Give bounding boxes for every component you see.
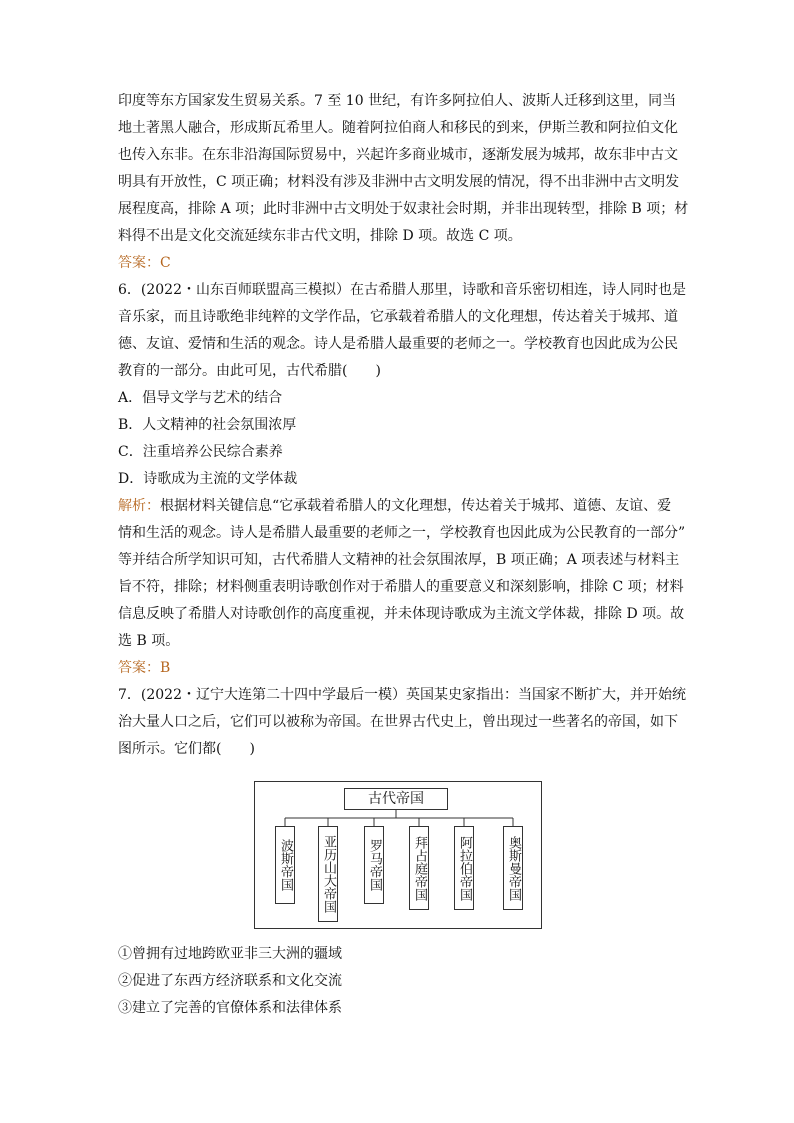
analysis-label: 解析： bbox=[118, 498, 160, 514]
text-line: 等并结合所学知识可知，古代希腊人文精神的社会氛围浓厚，B 项正确；A 项表述与材料主 bbox=[118, 552, 680, 568]
diagram-node-persia: 波斯帝国 bbox=[275, 826, 295, 904]
text-line: 6．(2022・山东百师联盟高三模拟）在古希腊人那里，诗歌和音乐密切相连，诗人同时也是 bbox=[118, 282, 686, 298]
text-line bbox=[118, 493, 678, 520]
statement-1: ①曾拥有过地跨欧亚非三大洲的疆域 bbox=[118, 946, 342, 962]
text-line: 也传入东非。在东非沿海国际贸易中，兴起许多商业城市，逐渐发展为城邦，故东非中古文 bbox=[118, 147, 678, 163]
text-line: 地土著黑人融合，形成斯瓦希里人。随着阿拉伯商人和移民的到来，伊斯兰教和阿拉伯文化 bbox=[118, 120, 678, 136]
diagram-node-rome: 罗马帝国 bbox=[364, 826, 384, 904]
text-line: 展程度高，排除 A 项；此时非洲中古文明处于奴隶社会时期，并非出现转型，排除 B 项；材 bbox=[118, 201, 689, 217]
statement-3: ③建立了完善的官僚体系和法律体系 bbox=[118, 1000, 342, 1016]
text-line: 料得不出是文化交流延续东非古代文明，排除 D 项。故选 C 项。 bbox=[118, 228, 522, 244]
q7-stem bbox=[118, 682, 686, 763]
q5-answer: 答案：C bbox=[118, 255, 171, 271]
statement-2: ②促进了东西方经济联系和文化交流 bbox=[118, 973, 342, 989]
text-line: 旨不符，排除；材料侧重表明诗歌创作对于希腊人的重要意义和深刻影响，排除 C 项；材料 bbox=[118, 579, 684, 595]
q6-option-c: C．注重培养公民综合素养 bbox=[118, 444, 283, 460]
text-line: 选 B 项。 bbox=[118, 633, 180, 649]
diagram-node-byzantine: 拜占庭帝国 bbox=[409, 826, 429, 910]
text-line: 教育的一部分。由此可见，古代希腊( ) bbox=[118, 363, 381, 379]
q7-statements bbox=[118, 941, 342, 1022]
document-body bbox=[118, 88, 689, 763]
analysis-text: 根据材料关键信息“它承载着希腊人的文化理想，传达着关于城邦、道德、友谊、爱 bbox=[160, 498, 672, 514]
q5-explanation bbox=[118, 88, 689, 250]
text-line: 信息反映了希腊人对诗歌创作的高度重视，并未体现诗歌成为主流文学体裁，排除 D 项。故 bbox=[118, 606, 685, 622]
diagram-root: 古代帝国 bbox=[344, 788, 448, 810]
q6-option-a: A．倡导文学与艺术的结合 bbox=[118, 390, 283, 406]
text-line: 印度等东方国家发生贸易关系。7 至 10 世纪，有许多阿拉伯人、波斯人迁移到这里，同当 bbox=[118, 93, 677, 109]
text-line: 治大量人口之后，它们可以被称为帝国。在世界古代史上，曾出现过一些著名的帝国，如下 bbox=[118, 714, 678, 730]
text-line: 德、友谊、爱情和生活的观念。诗人是希腊人最重要的老师之一。学校教育也因此成为公民 bbox=[118, 336, 678, 352]
text-line: 情和生活的观念。诗人是希腊人最重要的老师之一，学校教育也因此成为公民教育的一部分” bbox=[118, 525, 686, 541]
q6-option-b: B．人文精神的社会氛围浓厚 bbox=[118, 417, 297, 433]
q6-analysis bbox=[118, 493, 686, 655]
empire-diagram bbox=[254, 781, 542, 929]
diagram-node-alexander: 亚历山大帝国 bbox=[318, 826, 338, 922]
q6-option-d: D．诗歌成为主流的文学体裁 bbox=[118, 471, 298, 487]
q6-stem bbox=[118, 277, 686, 385]
text-line: 音乐家，而且诗歌绝非纯粹的文学作品，它承载着希腊人的文化理想，传达着关于城邦、道 bbox=[118, 309, 678, 325]
text-line: 明具有开放性，C 项正确；材料没有涉及非洲中古文明发展的情况，得不出非洲中古文明发 bbox=[118, 174, 680, 190]
q6-answer: 答案：B bbox=[118, 660, 171, 676]
text-line: 7．(2022・辽宁大连第二十四中学最后一模）英国某史家指出：当国家不断扩大，并开始统 bbox=[118, 687, 686, 703]
diagram-node-ottoman: 奥斯曼帝国 bbox=[503, 826, 523, 910]
text-line: 图所示。它们都( ) bbox=[118, 741, 255, 757]
diagram-node-arab: 阿拉伯帝国 bbox=[454, 826, 474, 910]
